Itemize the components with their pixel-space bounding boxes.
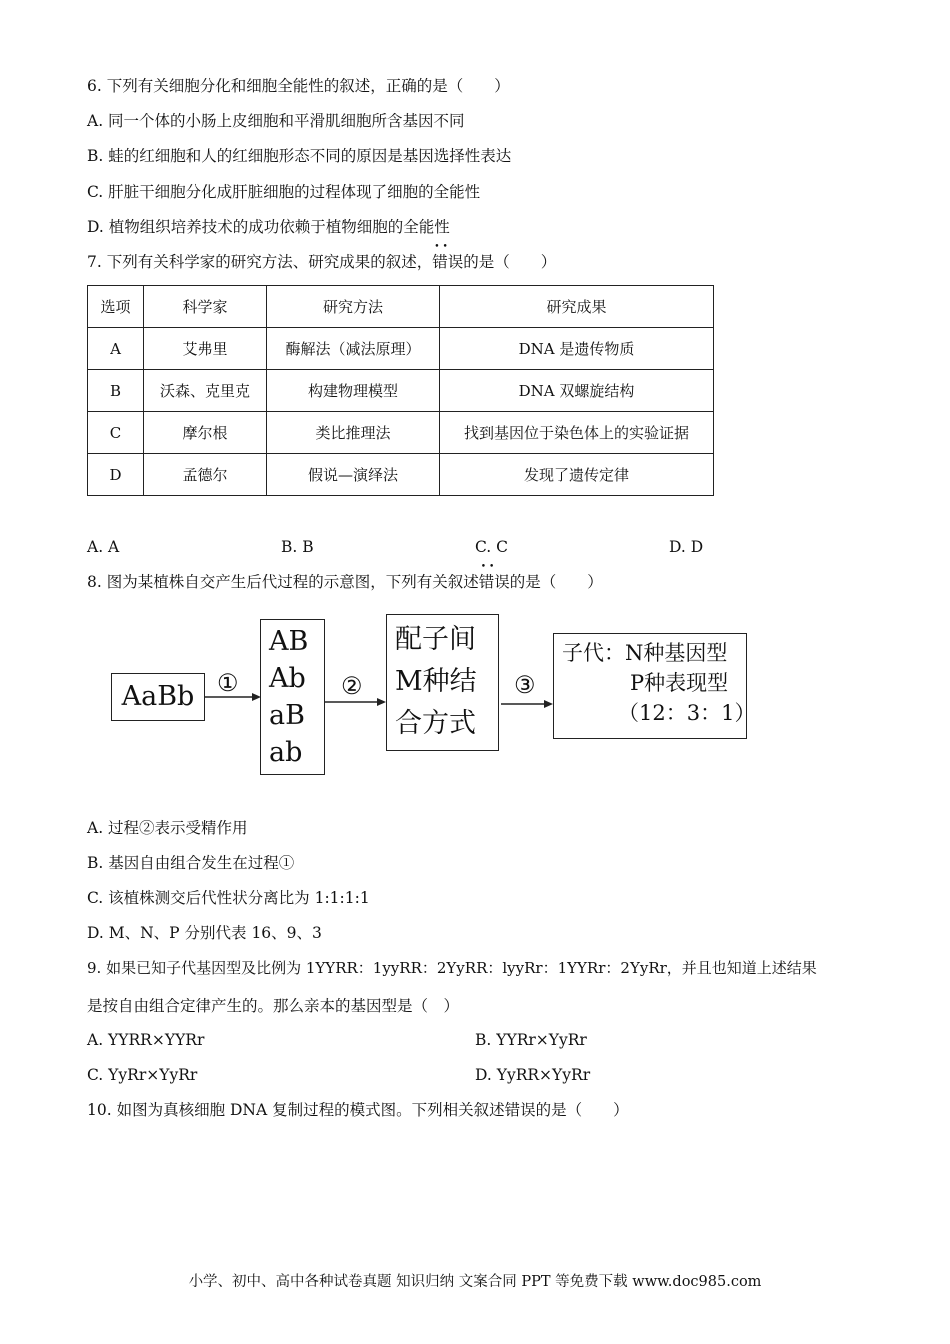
table-row (88, 370, 714, 412)
table-header-cell: 研究成果 (440, 286, 714, 328)
q7-stem-pre: 7. 下列有关科学家的研究方法、研究成果的叙述， (87, 253, 433, 271)
page-footer: 小学、初中、高中各种试卷真题 知识归纳 文案合同 PPT 等免费下载 www.doc985.com (188, 1274, 762, 1290)
gamete-label: Ab (269, 663, 306, 694)
table-row (88, 454, 714, 496)
table-cell: DNA 双螺旋结构 (440, 370, 714, 412)
table-cell: 构建物理模型 (267, 370, 440, 412)
table-row (88, 412, 714, 454)
table-cell: 孟德尔 (144, 454, 267, 496)
table-header-cell: 研究方法 (267, 286, 440, 328)
q7-stem-emphasis: •• 错误 (432, 252, 463, 272)
table-cell: A (88, 328, 144, 370)
gamete-label: AB (269, 626, 309, 657)
table-cell: 摩尔根 (144, 412, 267, 454)
step-2-label: ② (341, 672, 363, 700)
gametes-box (260, 619, 325, 775)
q8-stem-emphasis: •• 错误 (479, 572, 510, 592)
q9-option-d: D. YyRR×YyRr (475, 1066, 591, 1084)
gamete-label: aB (269, 700, 305, 731)
table-cell: C (88, 412, 144, 454)
table-cell: 酶解法（减法原理） (267, 328, 440, 370)
table-cell: 假说—演绎法 (267, 454, 440, 496)
q8-option-a: A. 过程②表示受精作用 (87, 819, 248, 837)
parent-genotype-box: AaBb (111, 673, 205, 721)
q7-option-a: A. A (87, 538, 120, 556)
table-cell: DNA 是遗传物质 (440, 328, 714, 370)
offspring-phenotype-line: P种表现型 (630, 671, 729, 695)
q6-option-c: C. 肝脏干细胞分化成肝脏细胞的过程体现了细胞的全能性 (87, 183, 481, 201)
q7-option-c: C. C (475, 538, 509, 556)
combination-line: 合方式 (395, 708, 476, 739)
q10-stem: 10. 如图为真核细胞 DNA 复制过程的模式图。下列相关叙述错误的是（ ） (87, 1101, 629, 1119)
q9-stem-line-2: 是按自由组合定律产生的。那么亲本的基因型是（ ） (87, 997, 460, 1015)
table-cell: 找到基因位于染色体上的实验证据 (440, 412, 714, 454)
q8-stem-post: 的是（ ） (509, 573, 603, 591)
q9-option-a: A. YYRR×YYRr (87, 1031, 205, 1049)
gamete-combination-box (386, 614, 499, 751)
q7-stem-post: 的是（ ） (463, 253, 557, 271)
offspring-ratio-line: （12：3：1） (618, 701, 756, 725)
q8-stem (87, 572, 603, 592)
table-cell: B (88, 370, 144, 412)
step-1-label: ① (217, 669, 239, 697)
table-cell: 发现了遗传定律 (440, 454, 714, 496)
table-cell: 类比推理法 (267, 412, 440, 454)
table-cell: 沃森、克里克 (144, 370, 267, 412)
q8-option-b: B. 基因自由组合发生在过程① (87, 854, 295, 872)
q8-stem-pre: 8. 图为某植株自交产生后代过程的示意图，下列有关叙述 (87, 573, 479, 591)
table-header-cell: 选项 (88, 286, 144, 328)
q8-option-c: C. 该植株测交后代性状分离比为 1:1:1:1 (87, 889, 370, 907)
q6-option-b: B. 蛙的红细胞和人的红细胞形态不同的原因是基因选择性表达 (87, 147, 512, 165)
table-row (88, 328, 714, 370)
table-cell: 艾弗里 (144, 328, 267, 370)
table-header-row (88, 286, 714, 328)
q9-option-c: C. YyRr×YyRr (87, 1066, 198, 1084)
q7-option-d: D. D (669, 538, 704, 556)
combination-line: 配子间 (395, 624, 476, 655)
combination-line: M种结 (395, 666, 477, 697)
q6-option-a: A. 同一个体的小肠上皮细胞和平滑肌细胞所含基因不同 (87, 112, 465, 130)
gamete-label: ab (269, 737, 303, 768)
q9-stem-line-1: 9. 如果已知子代基因型及比例为 1YYRR：1yyRR：2YyRR：lyyRr：1YYRr：2YyRr，并且也知道上述结果 (87, 959, 817, 977)
q9-option-b: B. YYRr×YyRr (475, 1031, 587, 1049)
q7-option-b: B. B (281, 538, 314, 556)
table-cell: D (88, 454, 144, 496)
q7-table (87, 285, 714, 496)
offspring-box (553, 633, 756, 739)
step-3-label: ③ (514, 671, 536, 699)
table-header-cell: 科学家 (144, 286, 267, 328)
q7-stem (87, 252, 556, 272)
offspring-genotype-line: 子代：N种基因型 (562, 641, 728, 665)
q6-option-d: D. 植物组织培养技术的成功依赖于植物细胞的全能性 (87, 218, 450, 236)
q8-option-d: D. M、N、P 分别代表 16、9、3 (87, 924, 322, 942)
q6-stem: 6. 下列有关细胞分化和细胞全能性的叙述，正确的是（ ） (87, 77, 510, 95)
